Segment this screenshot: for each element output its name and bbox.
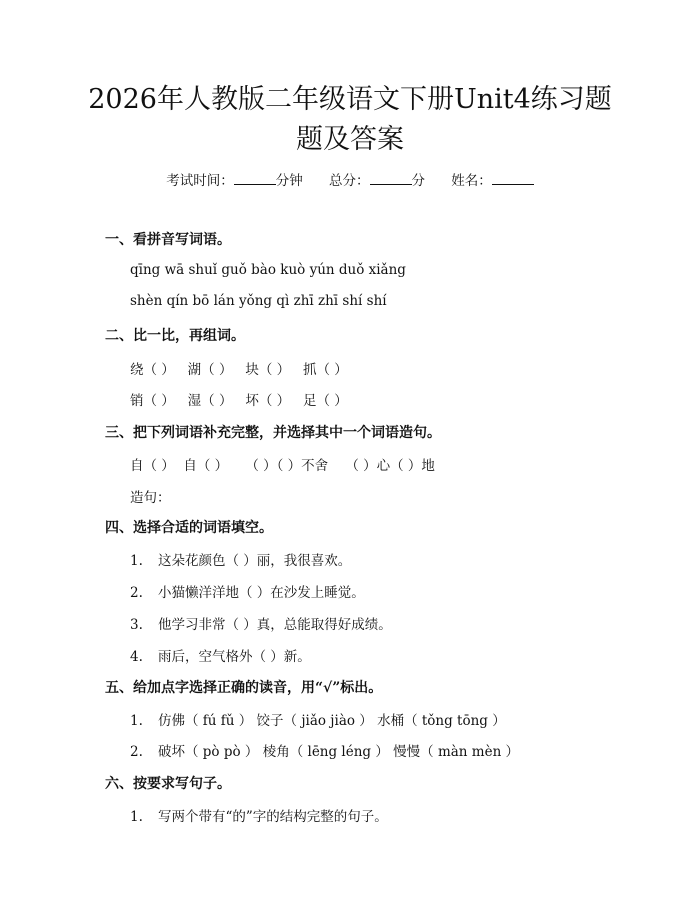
section-heading-3: 三、把下列词语补充完整，并选择其中一个词语造句。 (105, 425, 441, 441)
document-title (60, 80, 640, 160)
pinyin-line-2: shèn qín bō lán yǒng qì zhī zhī shí shí (130, 293, 387, 309)
fill-item-2: 2. 小猫懒洋洋地（ ）在沙发上睡觉。 (130, 585, 365, 601)
sentence-item-1: 1. 写两个带有“的”字的结构完整的句子。 (130, 809, 388, 825)
time-blank[interactable] (234, 171, 276, 185)
fill-item-1: 1. 这朵花颜色（ ）丽，我很喜欢。 (130, 553, 352, 569)
student-name: 姓名： (451, 173, 534, 189)
idiom-line: 自（ ） 自（ ） （ ）（ ）不舍 （ ）心（ ）地 (130, 458, 435, 474)
exam-time: 考试时间： 分钟 (166, 173, 303, 189)
section-heading-2: 二、比一比，再组词。 (105, 328, 245, 344)
name-blank[interactable] (492, 171, 534, 185)
title-line-2: 题及答案 (296, 124, 404, 155)
fill-item-3: 3. 他学习非常（ ）真，总能取得好成绩。 (130, 617, 392, 633)
section-heading-1: 一、看拼音写词语。 (105, 232, 231, 248)
compare-line-2: 销（ ） 湿（ ） 坏（ ） 足（ ） (130, 393, 348, 409)
score-blank[interactable] (370, 171, 412, 185)
pronunciation-item-1: 1. 仿佛（ fú fǔ ） 饺子（ jiǎo jiào ） 水桶（ tǒng tōng ） (130, 713, 506, 729)
compare-line-1: 绕（ ） 湖（ ） 块（ ） 抓（ ） (130, 362, 348, 378)
total-score: 总分： 分 (329, 173, 425, 189)
fill-item-4: 4. 雨后，空气格外（ ）新。 (130, 649, 311, 665)
section-heading-5: 五、给加点字选择正确的读音，用“√”标出。 (105, 680, 383, 696)
section-heading-4: 四、选择合适的词语填空。 (105, 520, 273, 536)
pronunciation-item-2: 2. 破坏（ pò pò ） 棱角（ lēng léng ） 慢慢（ màn mèn ） (130, 744, 520, 760)
title-line-1: 2026年人教版二年级语文下册Unit4练习题 (88, 84, 612, 115)
exam-meta (0, 169, 700, 189)
make-sentence-label: 造句： (130, 490, 171, 506)
section-heading-6: 六、按要求写句子。 (105, 776, 231, 792)
pinyin-line-1: qīng wā shuǐ guǒ bào kuò yún duǒ xiǎng (130, 262, 406, 278)
